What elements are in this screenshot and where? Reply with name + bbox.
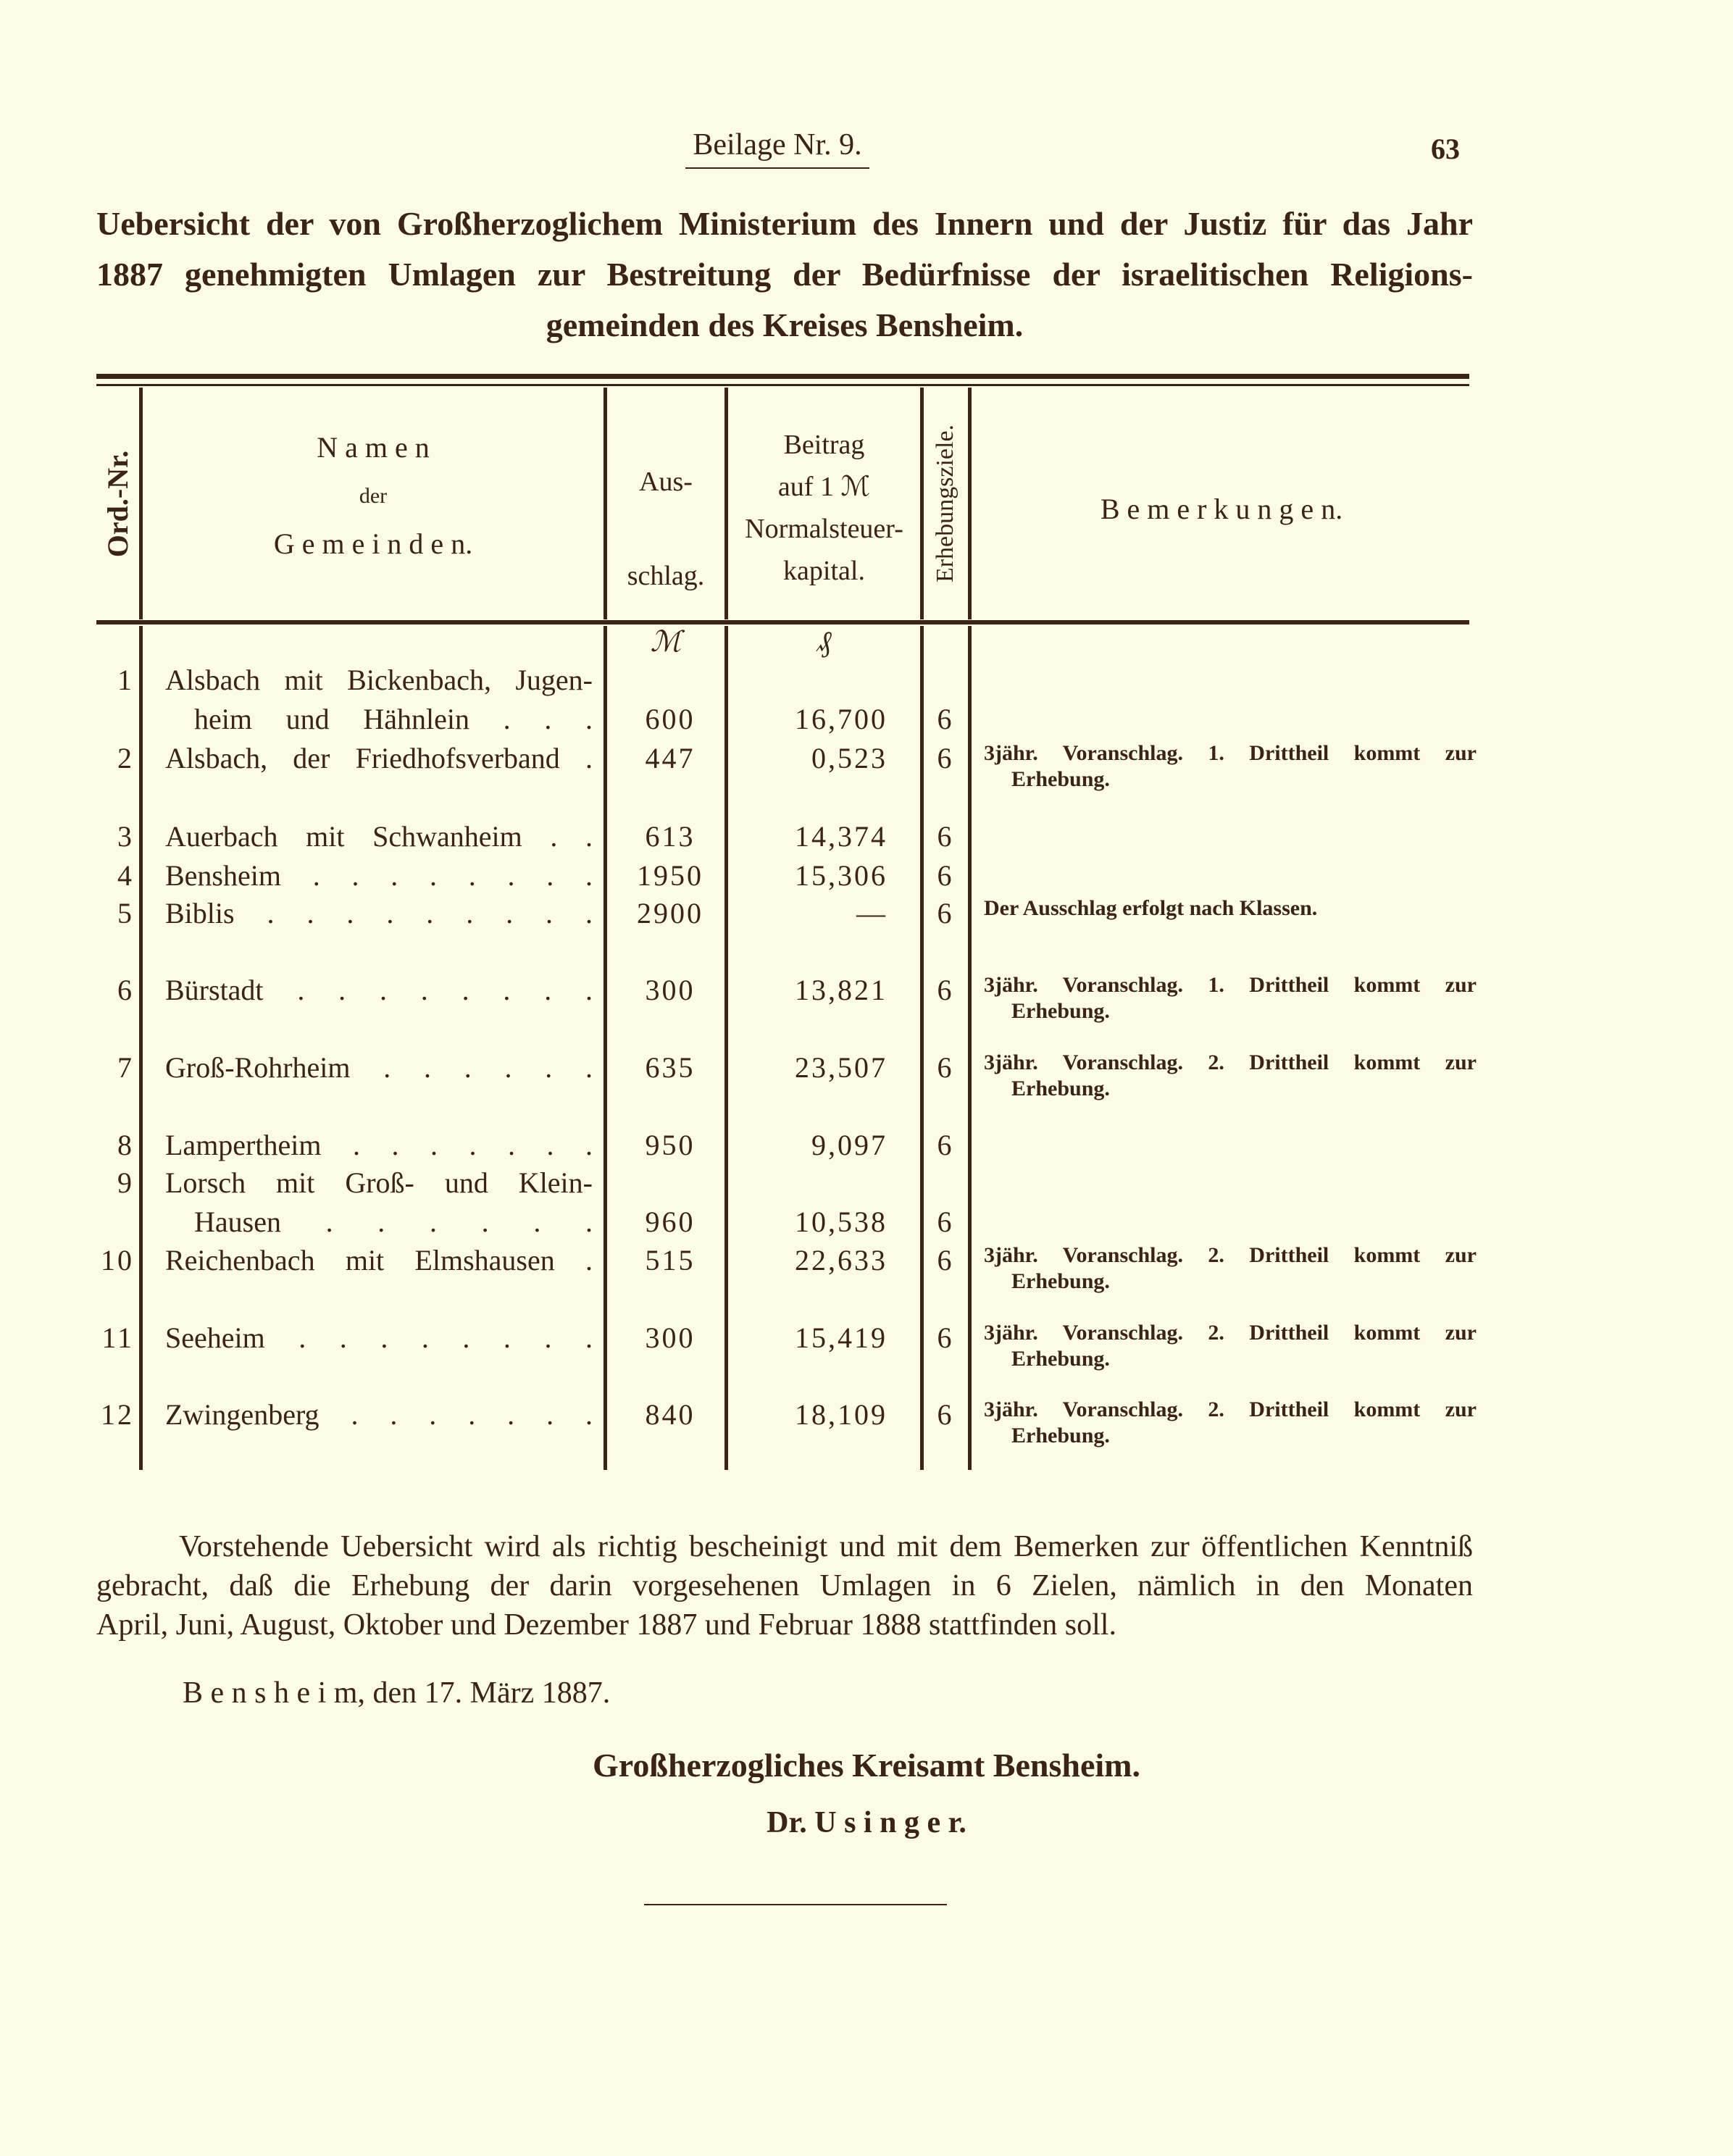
- header-name: N a m e n der G e m e i n d e n.: [273, 431, 473, 560]
- place-date: B e n s h e i m, den 17. März 1887.: [183, 1676, 611, 1710]
- row-number: 6: [117, 974, 134, 1006]
- erhebungsziele-value: 6: [937, 1398, 954, 1431]
- beitrag-value: 22,633: [795, 1244, 888, 1277]
- ausschlag-value: 840: [645, 1398, 696, 1431]
- ausschlag-value: 300: [645, 1321, 696, 1354]
- ausschlag-value: 960: [645, 1206, 696, 1238]
- title-line-3: gemeinden des Kreises Bensheim.: [546, 306, 1024, 343]
- name-line: heim und Hähnlein . . .: [194, 703, 593, 735]
- remark: [984, 1050, 1477, 1102]
- beitrag-value: 15,306: [795, 859, 888, 892]
- remark: [984, 740, 1477, 793]
- beitrag-value: 15,419: [795, 1321, 888, 1354]
- row-number: 3: [117, 820, 134, 853]
- row-number: 1: [117, 664, 134, 696]
- municipality-name: [165, 1126, 593, 1165]
- ausschlag-value: 2900: [637, 897, 703, 929]
- municipality-name: [165, 856, 593, 895]
- row-number: 7: [117, 1051, 134, 1084]
- row-number: 11: [101, 1321, 134, 1354]
- remark-line: 3jähr. Voranschlag. 2. Drittheil kommt zur: [984, 1243, 1477, 1267]
- remark-line: 3jähr. Voranschlag. 2. Drittheil kommt zur: [984, 1397, 1477, 1421]
- beitrag-value: 9,097: [811, 1129, 888, 1161]
- unit-mark: ℳ: [650, 625, 682, 658]
- municipality-name: [165, 661, 593, 739]
- municipality-name: [165, 1319, 593, 1358]
- name-line: Alsbach mit Bickenbach, Jugen-: [165, 664, 593, 696]
- header-erhebungsziele: Erhebungsziele.: [932, 424, 959, 583]
- beitrag-value: 16,700: [795, 703, 888, 735]
- municipality-name: [165, 971, 593, 1010]
- row-number: 2: [117, 742, 134, 774]
- ausschlag-value: 600: [645, 703, 696, 735]
- ausschlag-value: 1950: [637, 859, 703, 892]
- name-line: Lorsch mit Groß- und Klein-: [165, 1166, 593, 1199]
- name-line: Bensheim . . . . . . . .: [165, 859, 593, 892]
- municipality-name: [165, 1163, 593, 1242]
- municipality-name: [165, 1395, 593, 1434]
- erhebungsziele-value: 6: [937, 820, 954, 853]
- appendix-heading: Beilage Nr. 9.: [0, 128, 1555, 162]
- beitrag-value: 23,507: [795, 1051, 888, 1084]
- remark: [984, 1320, 1477, 1372]
- beitrag-value: 10,538: [795, 1206, 888, 1238]
- name-line: Seeheim . . . . . . . .: [165, 1321, 593, 1354]
- header-nr: Ord.-Nr.: [101, 450, 134, 557]
- erhebungsziele-value: 6: [937, 1051, 954, 1084]
- beitrag-value: 14,374: [795, 820, 888, 853]
- beitrag-value: 0,523: [811, 742, 888, 774]
- closing-paragraph: Vorstehende Uebersicht wird als richtig bescheinigt und mit dem Bemerken zur öffentlichen Kenntniß gebracht, daß die Erhebung der darin vorgesehenen Umlagen in 6 Zielen, nämlich in den Monaten April, Juni, August, Oktober und Dezember 1887 und Februar 1888 stattfinden soll.: [96, 1530, 1473, 1642]
- erhebungsziele-value: 6: [937, 974, 954, 1006]
- name-line: Hausen . . . . . .: [194, 1206, 593, 1238]
- remark: [984, 895, 1477, 922]
- name-line: Groß-Rohrheim . . . . . .: [165, 1051, 593, 1084]
- name-line: Biblis . . . . . . . . .: [165, 897, 593, 929]
- municipality-name: [165, 739, 593, 778]
- remark-line: 3jähr. Voranschlag. 1. Drittheil kommt zur: [984, 741, 1477, 765]
- ausschlag-value: 950: [645, 1129, 696, 1161]
- beitrag-value: 18,109: [795, 1398, 888, 1431]
- erhebungsziele-value: 6: [937, 1321, 954, 1354]
- ausschlag-value: 635: [645, 1051, 696, 1084]
- remark-line: Der Ausschlag erfolgt nach Klassen.: [984, 896, 1318, 920]
- name-line: Bürstadt . . . . . . . .: [165, 974, 593, 1006]
- table-top-rule: [96, 374, 1469, 379]
- signatory: Dr. U s i n g e r.: [767, 1806, 966, 1839]
- remark-line: Erhebung.: [1011, 1269, 1110, 1293]
- name-line: Reichenbach mit Elmshausen .: [165, 1244, 593, 1277]
- remark-line: Erhebung.: [1011, 1077, 1110, 1100]
- remark-line: Erhebung.: [1011, 1424, 1110, 1447]
- ausschlag-value: 613: [645, 820, 696, 853]
- erhebungsziele-value: 6: [937, 1206, 954, 1238]
- municipality-name: [165, 817, 593, 856]
- erhebungsziele-value: 6: [937, 859, 954, 892]
- ausschlag-value: 447: [645, 742, 696, 774]
- remark-line: Erhebung.: [1011, 767, 1110, 791]
- column-divider: [724, 626, 728, 1470]
- name-line: Zwingenberg . . . . . . .: [165, 1398, 593, 1431]
- row-number: 5: [117, 897, 134, 929]
- name-line: Auerbach mit Schwanheim . .: [165, 820, 593, 853]
- authority: Großherzogliches Kreisamt Bensheim.: [593, 1747, 1140, 1784]
- row-number: 12: [101, 1398, 134, 1431]
- title-line-1: Uebersicht der von Großherzoglichem Ministerium des Innern und der Justiz für das Jahr: [96, 205, 1473, 242]
- erhebungsziele-value: 6: [937, 742, 954, 774]
- column-divider: [604, 626, 607, 1470]
- table-top-rule-thin: [96, 384, 1469, 386]
- column-divider: [968, 626, 972, 1470]
- municipality-name: [165, 894, 593, 933]
- erhebungsziele-value: 6: [937, 703, 954, 735]
- erhebungsziele-value: 6: [937, 1129, 954, 1161]
- municipality-name: [165, 1241, 593, 1280]
- ausschlag-value: 515: [645, 1244, 696, 1277]
- column-divider: [920, 626, 924, 1470]
- row-number: 10: [101, 1244, 134, 1277]
- remark-line: 3jähr. Voranschlag. 2. Drittheil kommt zur: [984, 1050, 1477, 1074]
- title-line-2: 1887 genehmigten Umlagen zur Bestreitung der Bedürfnisse der israelitischen Religions-: [96, 256, 1473, 293]
- header-ausschlag: Aus- schlag.: [627, 467, 705, 591]
- closing-rule: [644, 1904, 947, 1905]
- remark-line: Erhebung.: [1011, 999, 1110, 1023]
- erhebungsziele-value: 6: [937, 1244, 954, 1277]
- remark-line: Erhebung.: [1011, 1347, 1110, 1371]
- header-beitrag: Beitrag auf 1 ℳ Normalsteuer- kapital.: [745, 430, 903, 586]
- column-divider: [139, 626, 143, 1470]
- remark: [984, 1397, 1477, 1449]
- erhebungsziele-value: 6: [937, 897, 954, 929]
- ausschlag-value: 300: [645, 974, 696, 1006]
- row-number: 9: [117, 1166, 134, 1199]
- unit-pfennig: ₰: [817, 625, 832, 658]
- header-bemerkungen: B e m e r k u n g e n.: [1100, 493, 1343, 525]
- beitrag-value: 13,821: [795, 974, 888, 1006]
- remark: [984, 1242, 1477, 1295]
- beitrag-value: —: [856, 897, 888, 929]
- remark-line: 3jähr. Voranschlag. 1. Drittheil kommt zur: [984, 973, 1477, 997]
- remark: [984, 972, 1477, 1024]
- municipality-name: [165, 1048, 593, 1087]
- remark-line: 3jähr. Voranschlag. 2. Drittheil kommt zur: [984, 1321, 1477, 1345]
- name-line: Alsbach, der Friedhofsverband .: [165, 742, 593, 774]
- row-number: 8: [117, 1129, 134, 1161]
- page-number: 63: [1431, 133, 1460, 165]
- name-line: Lampertheim . . . . . . .: [165, 1129, 593, 1161]
- row-number: 4: [117, 859, 134, 892]
